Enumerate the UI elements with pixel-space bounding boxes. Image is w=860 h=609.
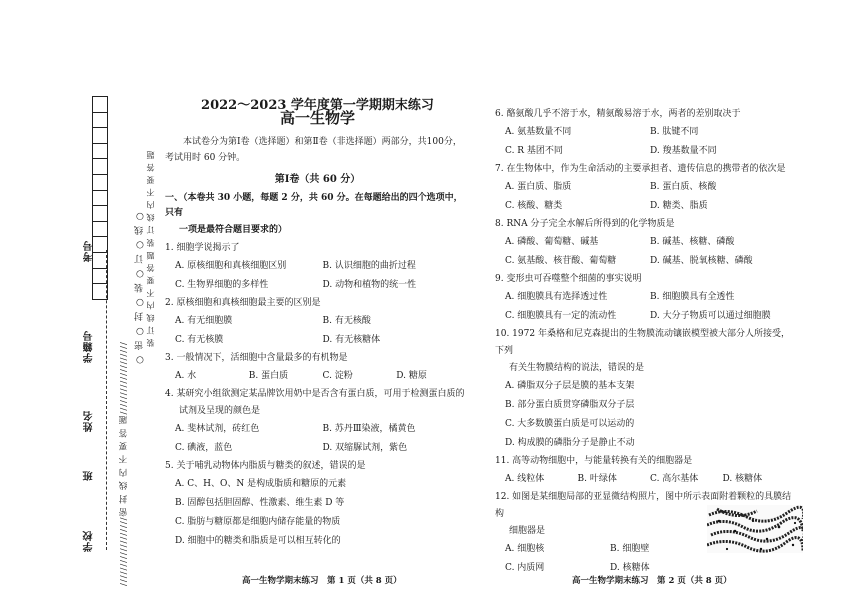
option-a: A. 细胞核 (505, 544, 545, 554)
question-stem: 7. 在生物体中，作为生命活动的主要承担者、遗传信息的携带者的依次是 (495, 164, 786, 174)
footer-page-2: 高一生物学期末练习 第 2 页（共 8 页） (572, 576, 732, 586)
option-b: B. 固醇包括胆固醇、性激素、维生素 D 等 (175, 498, 345, 508)
option-a: A. 磷脂双分子层是膜的基本支架 (505, 381, 635, 391)
option-a: A. C、H、O、N 是构成脂质和糖原的元素 (175, 479, 347, 489)
option-b: B. 叶绿体 (577, 474, 617, 484)
question-5 (165, 458, 470, 551)
option-d: D. 核糖体 (722, 474, 763, 484)
option-a: A. 蛋白质、脂质 (505, 182, 572, 192)
option-c: C. 脂肪与糖原都是细胞内储存能量的物质 (175, 517, 341, 527)
option-b: B. 蛋白质、核酸 (650, 182, 717, 192)
question-stem: 2. 原核细胞和真核细胞最主要的区别是 (165, 298, 321, 308)
name-label: 姓名 (84, 410, 95, 432)
school-label: 学校 (84, 530, 95, 552)
option-a: A. 原核细胞和真核细胞区别 (175, 261, 287, 271)
question-stem: 6. 酪氨酸几乎不溶于水，精氨酸易溶于水，两者的差别取决于 (495, 109, 741, 119)
question-stem-cont: 有关生物膜结构的说法，错误的是 (509, 363, 645, 373)
option-c: C. 高尔基体 (650, 474, 699, 484)
footer-page-1: 高一生物学期末练习 第 1 页（共 8 页） (242, 576, 402, 586)
question-stem: 5. 关于哺乳动物体内脂质与糖类的叙述，错误的是 (165, 461, 366, 471)
question-stem-cont: 细胞器是 (509, 526, 546, 536)
option-c: C. 核酸、糖类 (505, 201, 563, 211)
question-11 (495, 453, 795, 489)
question-1 (165, 240, 470, 295)
option-b: B. 碱基、核糖、磷酸 (650, 237, 735, 247)
question-2 (165, 295, 470, 350)
option-a: A. 氨基数量不同 (505, 127, 572, 137)
option-b: B. 认识细胞的曲折过程 (322, 261, 416, 271)
intro-line-1: 本试卷分为第Ⅰ卷（选择题）和第Ⅱ卷（非选择题）两部分，共100分， (183, 137, 462, 147)
question-stem: 9. 变形虫可吞噬整个细菌的事实说明 (495, 274, 642, 284)
option-b: B. 肽键不同 (650, 127, 699, 137)
option-d: D. 碱基、脱氧核糖、磷酸 (650, 256, 753, 266)
exam-title: 2022～2023 学年度第一学期期末练习 (201, 98, 434, 113)
question-stem-cont: 试剂及呈现的颜色是 (179, 406, 261, 416)
exam-no-label: 考号 (84, 240, 95, 262)
student-id-label: 学籍号 (84, 330, 95, 363)
left-column (165, 100, 470, 551)
question-3 (165, 350, 470, 386)
section-title: 第Ⅰ卷（共 60 分） (274, 174, 361, 185)
question-stem: 10. 1972 年桑格和尼克森提出的生物膜流动镶嵌模型被大部分人所接受，下列 (495, 329, 790, 356)
option-c: C. R 基团不同 (505, 146, 563, 156)
option-d: D. 动物和植物的统一性 (322, 280, 417, 290)
option-b: B. 细胞膜具有全透性 (650, 292, 735, 302)
margin-dashed-text: //////////////////密 封 线 内 不 要 答 题/////////////////// (119, 341, 129, 586)
option-a: A. 线粒体 (505, 474, 545, 484)
class-label: 班 (84, 470, 95, 481)
option-d: D. 大分子物质可以通过细胞膜 (650, 311, 771, 321)
section-instruction-1: 一、（本卷共 30 小题，每题 2 分，共 60 分。在每题给出的四个选项中，只有 (165, 193, 463, 218)
option-a: A. 斐林试剂，砖红色 (175, 424, 260, 434)
question-stem: 4. 某研究小组欲测定某品牌饮用奶中是否含有蛋白质，可用于检测蛋白质的 (165, 389, 465, 399)
option-d: D. 双缩脲试剂，紫色 (322, 443, 408, 453)
option-c: C. 氨基酸、核苷酸、葡萄糖 (505, 256, 617, 266)
question-stem: 1. 细胞学说揭示了 (165, 243, 240, 253)
question-10 (495, 326, 795, 453)
option-d: D. 糖原 (396, 371, 427, 381)
option-c: C. 淀粉 (322, 371, 353, 381)
option-d: D. 有无核糖体 (322, 335, 381, 345)
option-c: C. 生物界细胞的多样性 (175, 280, 269, 290)
option-d: D. 羧基数量不同 (650, 146, 717, 156)
option-d: D. 细胞中的糖类和脂质是可以相互转化的 (175, 536, 341, 546)
seal-line-note: 装 订 线 内 不 要 答 题 装 订 线 内 不 要 答 题 (146, 150, 155, 348)
question-7 (495, 161, 795, 216)
option-c: C. 碘液，蓝色 (175, 443, 233, 453)
question-stem: 8. RNA 分子完全水解后所得到的化学物质是 (495, 219, 675, 229)
option-b: B. 有无核酸 (322, 316, 371, 326)
option-d: D. 核糖体 (610, 563, 650, 573)
section-instruction-2: 一项是最符合题目要求的） (179, 225, 288, 235)
question-6 (495, 106, 795, 161)
option-b: B. 苏丹Ⅲ染液，橘黄色 (322, 424, 416, 434)
option-d: D. 糖类、脂质 (650, 201, 708, 211)
option-a: A. 细胞膜具有选择透过性 (505, 292, 608, 302)
intro-line-2: 考试用时 60 分钟。 (165, 153, 246, 163)
question-4 (165, 386, 470, 458)
exam-subject: 高一生物学 (279, 109, 355, 127)
option-b: B. 蛋白质 (248, 371, 289, 381)
option-a: A. 有无细胞膜 (175, 316, 233, 326)
seal-line-text: ○ 密 ○ 封 ○ 装 ○ 订 ○ 线 ○ (135, 210, 145, 365)
micrograph-image (707, 505, 803, 553)
fill-line (106, 250, 107, 550)
question-8 (495, 216, 795, 271)
question-stem: 3. 一般情况下，活细胞中含量最多的有机物是 (165, 353, 348, 363)
option-a: A. 水 (175, 371, 197, 381)
option-b: B. 部分蛋白质贯穿磷脂双分子层 (505, 400, 635, 410)
question-stem: 12. 如图是某细胞局部的亚显微结构照片，图中所示表面附着颗粒的具膜结构 (495, 492, 792, 519)
option-c: C. 细胞膜具有一定的流动性 (505, 311, 617, 321)
option-c: C. 内质网 (505, 563, 545, 573)
option-c: C. 有无核膜 (175, 335, 224, 345)
option-c: C. 大多数膜蛋白质是可以运动的 (505, 419, 635, 429)
question-9 (495, 271, 795, 326)
option-b: B. 细胞壁 (610, 544, 650, 554)
question-stem: 11. 高等动物细胞中，与能量转换有关的细胞器是 (495, 456, 693, 466)
option-d: D. 构成膜的磷脂分子是静止不动 (505, 438, 635, 448)
option-a: A. 磷酸、葡萄糖、碱基 (505, 237, 599, 247)
